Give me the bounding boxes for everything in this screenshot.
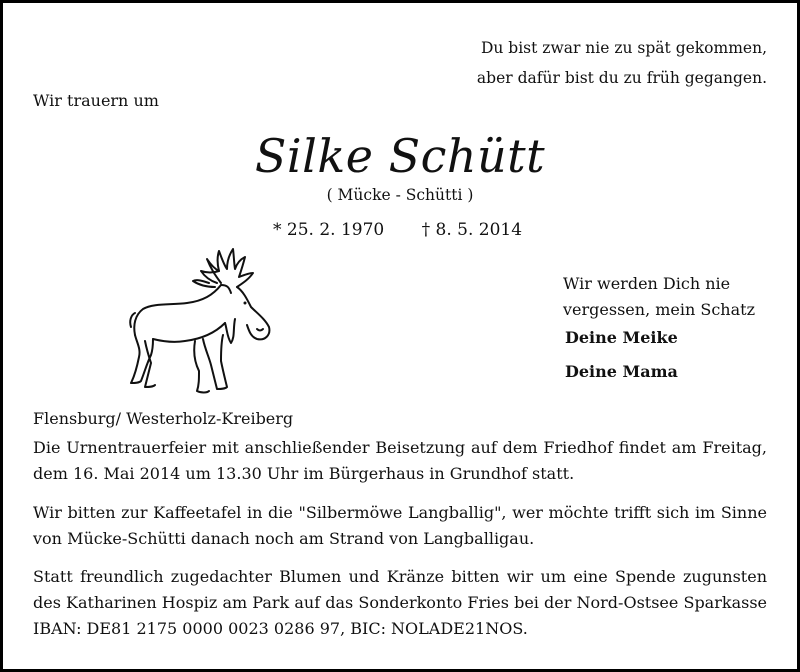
- message-line-2: vergessen, mein Schatz: [563, 300, 756, 319]
- message-line-1: Wir werden Dich nie: [563, 274, 731, 293]
- signature-1: Deine Meike: [565, 328, 678, 347]
- place: Flensburg/ Westerholz-Kreiberg: [33, 409, 294, 428]
- intro-text: Wir trauern um: [33, 91, 159, 110]
- nickname: ( Mücke - Schütti ): [326, 186, 474, 204]
- quote-line-2: aber dafür bist du zu früh gegangen.: [476, 69, 767, 87]
- life-dates: [273, 216, 522, 244]
- obituary-notice: [3, 3, 797, 669]
- deceased-name: Silke Schütt: [254, 129, 546, 183]
- quote-line-1: Du bist zwar nie zu spät gekommen,: [480, 39, 767, 57]
- death-date: † 8. 5. 2014: [421, 220, 523, 240]
- paragraph-funeral: Die Urnentrauerfeier mit anschließender Beisetzung auf dem Friedhof findet am Freitag, dem 16. Mai 2014 um 13.30 Uhr im Bürgerhaus in Grundhof statt.: [33, 438, 767, 483]
- paragraph-donation: Statt freundlich zugedachter Blumen und Kränze bitten wir um eine Spende zugunsten des Katharinen Hospiz am Park auf das Sonderkonto Fries bei der Nord-Ostsee Sparkasse IBAN: DE81 2175 0000 0023 0286 97, BIC: NOLADE21NOS.: [33, 567, 767, 638]
- signature-2: Deine Mama: [565, 362, 678, 381]
- moose-icon: [123, 243, 283, 401]
- message-block: [563, 271, 755, 323]
- birth-date: * 25. 2. 1970: [273, 220, 385, 240]
- paragraph-reception: Wir bitten zur Kaffeetafel in die "Silbermöwe Langballig", wer möchte trifft sich im Sinne von Mücke-Schütti danach noch am Strand von Langballigau.: [33, 503, 767, 548]
